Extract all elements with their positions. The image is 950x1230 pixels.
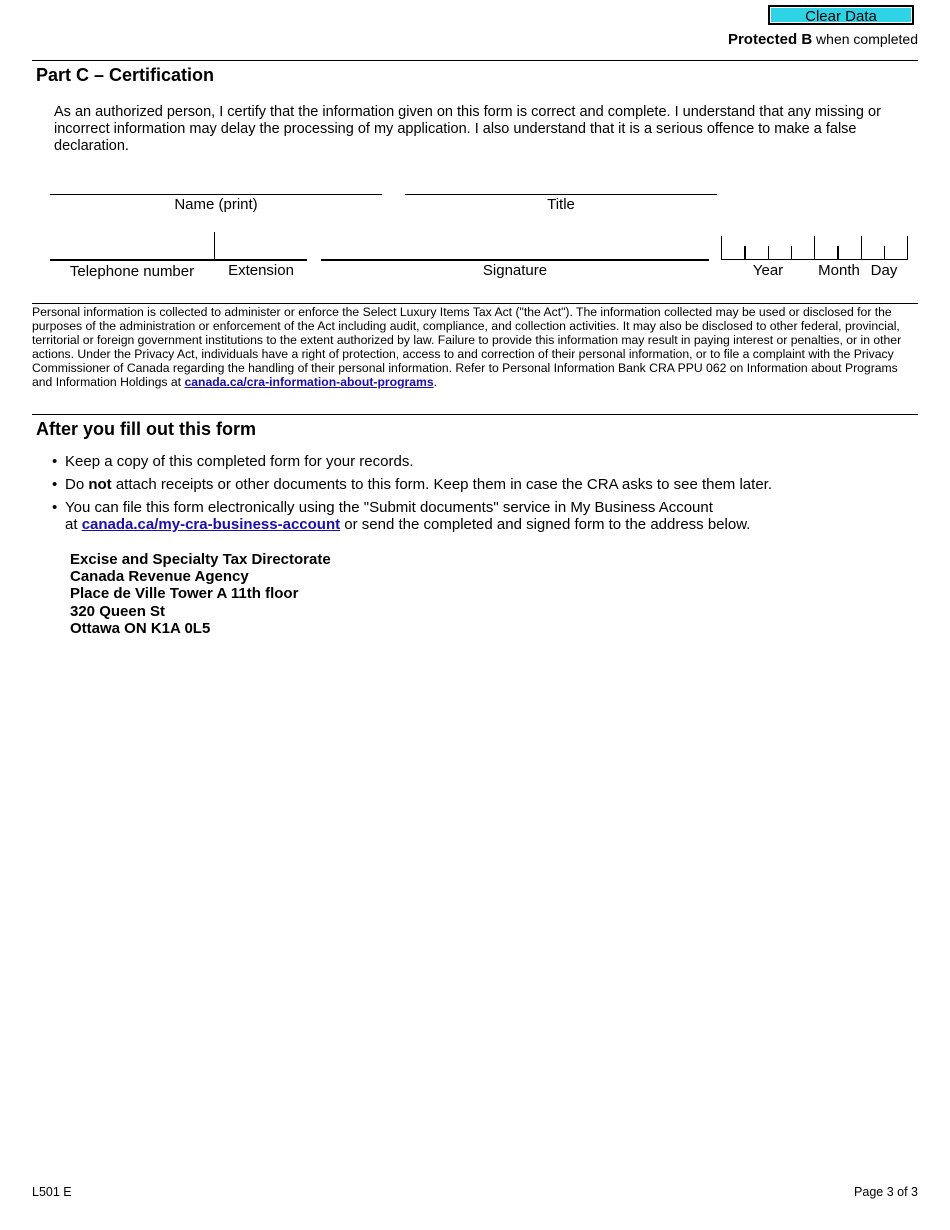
protected-b-notice: Protected B when completed [727, 31, 918, 48]
page-number: Page 3 of 3 [854, 1185, 918, 1199]
address-line: Ottawa ON K1A 0L5 [70, 619, 211, 637]
title-label: Title [547, 196, 575, 213]
bullet-icon: • [52, 499, 58, 516]
clear-data-button[interactable]: Clear Data [768, 5, 914, 25]
bullet-icon: • [52, 476, 58, 493]
signature-label: Signature [482, 262, 548, 279]
extension-separator [214, 232, 215, 259]
after-section-title: After you fill out this form [36, 419, 256, 439]
divider [32, 414, 918, 415]
cra-information-link[interactable]: canada.ca/cra-information-about-programs [184, 375, 434, 389]
part-c-title: Part C – Certification [36, 65, 215, 85]
month-label: Month [818, 262, 860, 279]
year-label: Year [752, 262, 784, 279]
certification-statement: As an authorized person, I certify that the information given on this form is correct and complete. I understand that any missing or incorrect information may delay the processing of my application. I also understand that it is a serious offence to make a false declaration. [54, 104, 881, 154]
list-item: • You can file this form electronically using the "Submit documents" service in My Business Account at canada.ca/my-cra-business-account or send the completed and signed form to the address below. [52, 499, 751, 533]
extension-label: Extension [228, 262, 294, 279]
privacy-notice: Personal information is collected to administer or enforce the Select Luxury Items Tax Act ("the Act"). The information collected may be used or disclosed for the purposes of the administration or enforcement of the Act including audit, compliance, and collection activities. It may also be disclosed to other federal, provincial, territorial or foreign government institutions to the extent authorized by law. Failure to provide this information may result in paying interest or penalties, or in other actions. Under the Privacy Act, individuals have a right of protection, access to and correction of their personal information, or to file a complaint with the Privacy Commissioner of Canada regarding the handling of their personal information. Refer to Personal Information Bank CRA PPU 062 on Information about Programs and Information Holdings at canada.ca/cra-information-about-programs. [32, 305, 902, 389]
address-line: Place de Ville Tower A 11th floor [70, 585, 299, 603]
signature-line[interactable] [321, 259, 709, 261]
divider [32, 303, 918, 304]
name-line [50, 194, 382, 195]
day-label: Day [870, 262, 898, 279]
divider [32, 60, 918, 61]
title-line [405, 194, 717, 195]
bullet-icon: • [52, 453, 58, 470]
my-business-account-link[interactable]: canada.ca/my-cra-business-account [81, 516, 341, 533]
instructions-list [52, 453, 912, 539]
list-item: • Do not attach receipts or other documents to this form. Keep them in case the CRA asks to see them later. [52, 476, 772, 493]
telephone-label: Telephone number [69, 263, 195, 280]
telephone-line [50, 259, 307, 261]
mailing-address [70, 551, 331, 637]
form-code: L501 E [32, 1185, 72, 1199]
date-field[interactable] [721, 236, 909, 260]
list-item: • Keep a copy of this completed form for your records. [52, 453, 414, 470]
address-line: Canada Revenue Agency [70, 568, 249, 586]
address-line: Excise and Specialty Tax Directorate [70, 551, 331, 568]
address-line: 320 Queen St [70, 602, 166, 620]
name-label: Name (print) [174, 196, 258, 213]
